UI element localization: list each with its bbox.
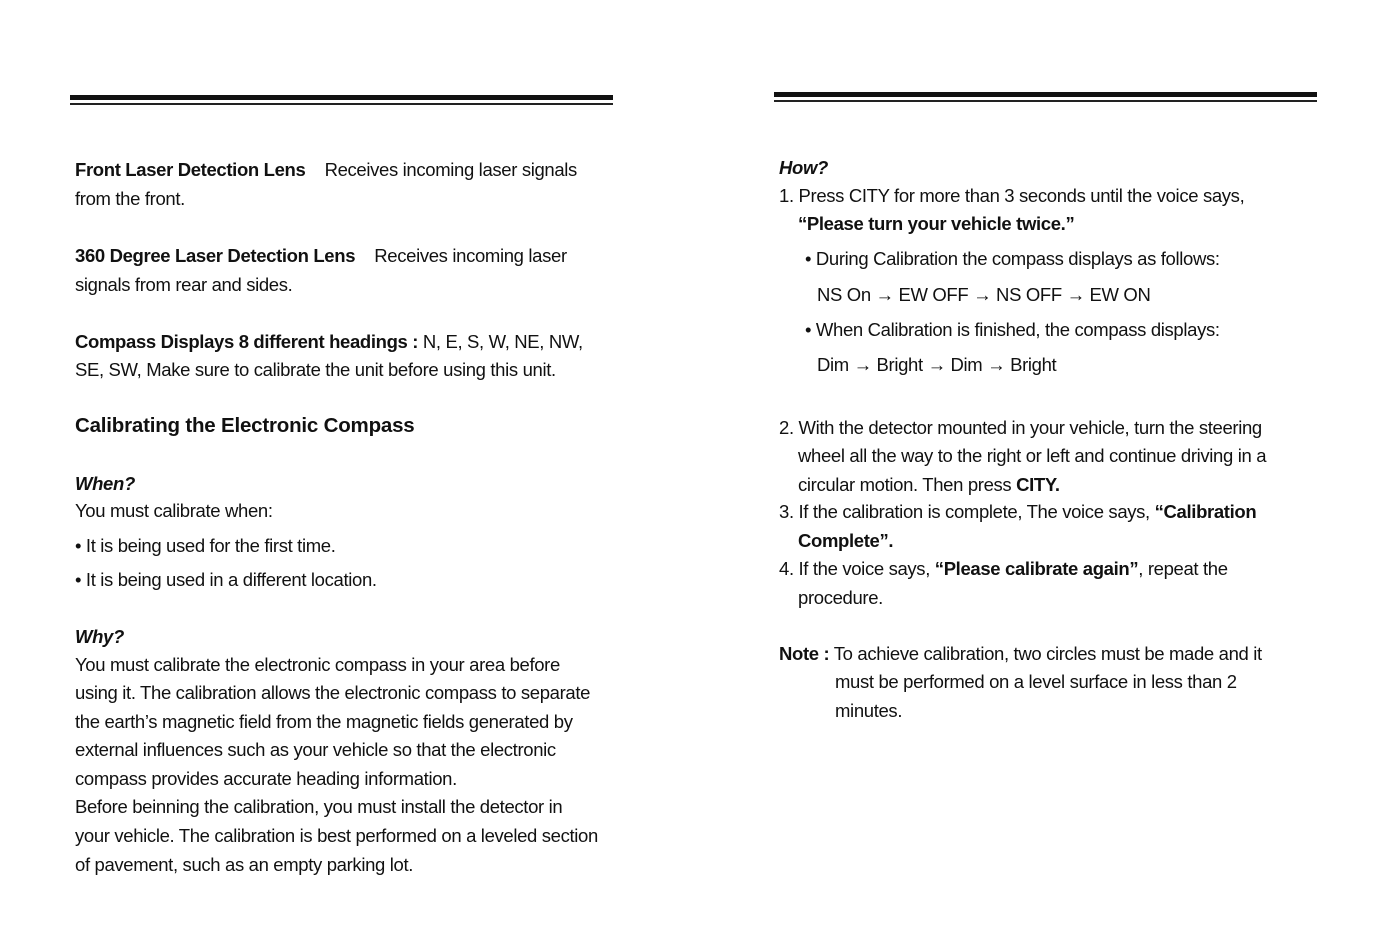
right-text-line xyxy=(835,700,902,722)
right-text-line xyxy=(798,474,1060,496)
left-text-line xyxy=(75,825,598,847)
body-text: circular motion. Then press xyxy=(798,474,1017,495)
body-text: • It is being used for the first time. xyxy=(75,535,336,556)
body-text: your vehicle. The calibration is best performed on a leveled section xyxy=(75,825,598,846)
left-text-line xyxy=(75,739,556,761)
right-text-line xyxy=(805,319,1220,341)
body-text: procedure. xyxy=(798,587,883,608)
right-text-line xyxy=(798,530,893,552)
right-text-line xyxy=(805,248,1220,270)
left-text-line xyxy=(75,796,562,818)
body-text: To achieve calibration, two circles must be made and it xyxy=(829,643,1262,664)
left-text-line xyxy=(75,473,135,495)
body-text: external influences such as your vehicle so that the electronic xyxy=(75,739,556,760)
bold-text: “Please calibrate again” xyxy=(934,558,1139,579)
left-text-line xyxy=(75,415,415,437)
left-text-line xyxy=(75,626,124,648)
bold-text: “Please turn your vehicle twice.” xyxy=(798,213,1075,234)
left-text-line xyxy=(75,768,457,790)
left-text-line xyxy=(75,245,567,267)
body-text: wheel all the way to the right or left and continue driving in a xyxy=(798,445,1267,466)
body-text: the earth’s magnetic field from the magnetic fields generated by xyxy=(75,711,573,732)
body-text: You must calibrate the electronic compass in your area before xyxy=(75,654,560,675)
body-text: Receives incoming laser signals xyxy=(305,159,577,180)
left-text-line xyxy=(75,711,573,733)
body-text: compass provides accurate heading information. xyxy=(75,768,457,789)
body-text: • When Calibration is finished, the compass displays: xyxy=(805,319,1220,340)
left-text-line xyxy=(75,159,577,181)
body-text: 2. With the detector mounted in your vehicle, turn the steering xyxy=(779,417,1262,438)
bold-text: Compass Displays 8 different headings : xyxy=(75,331,419,352)
body-text: , repeat the xyxy=(1138,558,1228,579)
body-text: Dim → Bright → Dim → Bright xyxy=(817,354,1057,375)
right-text-line xyxy=(779,417,1262,439)
right-text-line xyxy=(798,587,883,609)
bold-text: Note : xyxy=(779,643,830,664)
body-text: Receives incoming laser xyxy=(355,245,567,266)
body-text: 3. If the calibration is complete, The voice says, xyxy=(779,501,1155,522)
body-text: from the front. xyxy=(75,188,185,209)
left-text-line xyxy=(75,188,185,210)
right-text-line xyxy=(779,558,1228,580)
body-text: signals from rear and sides. xyxy=(75,274,293,295)
body-text: of pavement, such as an empty parking lot. xyxy=(75,854,414,875)
body-text: 1. Press CITY for more than 3 seconds until the voice says, xyxy=(779,185,1245,206)
left-text-line xyxy=(75,331,583,353)
bold-text: CITY. xyxy=(1016,474,1060,495)
right-text-line xyxy=(779,157,828,179)
left-text-line xyxy=(75,535,336,557)
body-text: using it. The calibration allows the electronic compass to separate xyxy=(75,682,591,703)
left-text-line xyxy=(75,359,556,381)
right-text-line xyxy=(817,284,1150,306)
left-text-line xyxy=(75,274,292,296)
body-text: minutes. xyxy=(835,700,903,721)
left-text-line xyxy=(75,682,590,704)
left-text-line xyxy=(75,500,273,522)
subheading: When? xyxy=(75,473,135,494)
left-text-line xyxy=(75,654,560,676)
right-text-line xyxy=(835,671,1237,693)
body-text: must be performed on a level surface in less than 2 xyxy=(835,671,1237,692)
right-text-line xyxy=(798,445,1266,467)
subheading: Why? xyxy=(75,626,124,647)
bold-text: 360 Degree Laser Detection Lens xyxy=(75,245,356,266)
body-text: Before beinning the calibration, you must install the detector in xyxy=(75,796,563,817)
right-text-line xyxy=(779,185,1244,207)
body-text: • It is being used in a different location. xyxy=(75,569,377,590)
right-text-line xyxy=(817,354,1056,376)
body-text: NS On → EW OFF → NS OFF → EW ON xyxy=(817,284,1151,305)
right-text-line xyxy=(779,643,1262,665)
left-text-line xyxy=(75,569,377,591)
bold-text: “Calibration xyxy=(1154,501,1257,522)
bold-text: Front Laser Detection Lens xyxy=(75,159,306,180)
bold-text: Complete”. xyxy=(798,530,894,551)
body-text: N, E, S, W, NE, NW, xyxy=(418,331,583,352)
right-text-line xyxy=(779,501,1256,523)
left-text-line xyxy=(75,854,413,876)
body-text: You must calibrate when: xyxy=(75,500,273,521)
section-heading: Calibrating the Electronic Compass xyxy=(75,414,415,437)
body-text: • During Calibration the compass displays as follows: xyxy=(805,248,1220,269)
body-text: 4. If the voice says, xyxy=(779,558,935,579)
body-text: SE, SW, Make sure to calibrate the unit before using this unit. xyxy=(75,359,556,380)
subheading: How? xyxy=(779,157,828,178)
right-text-line xyxy=(798,213,1074,235)
